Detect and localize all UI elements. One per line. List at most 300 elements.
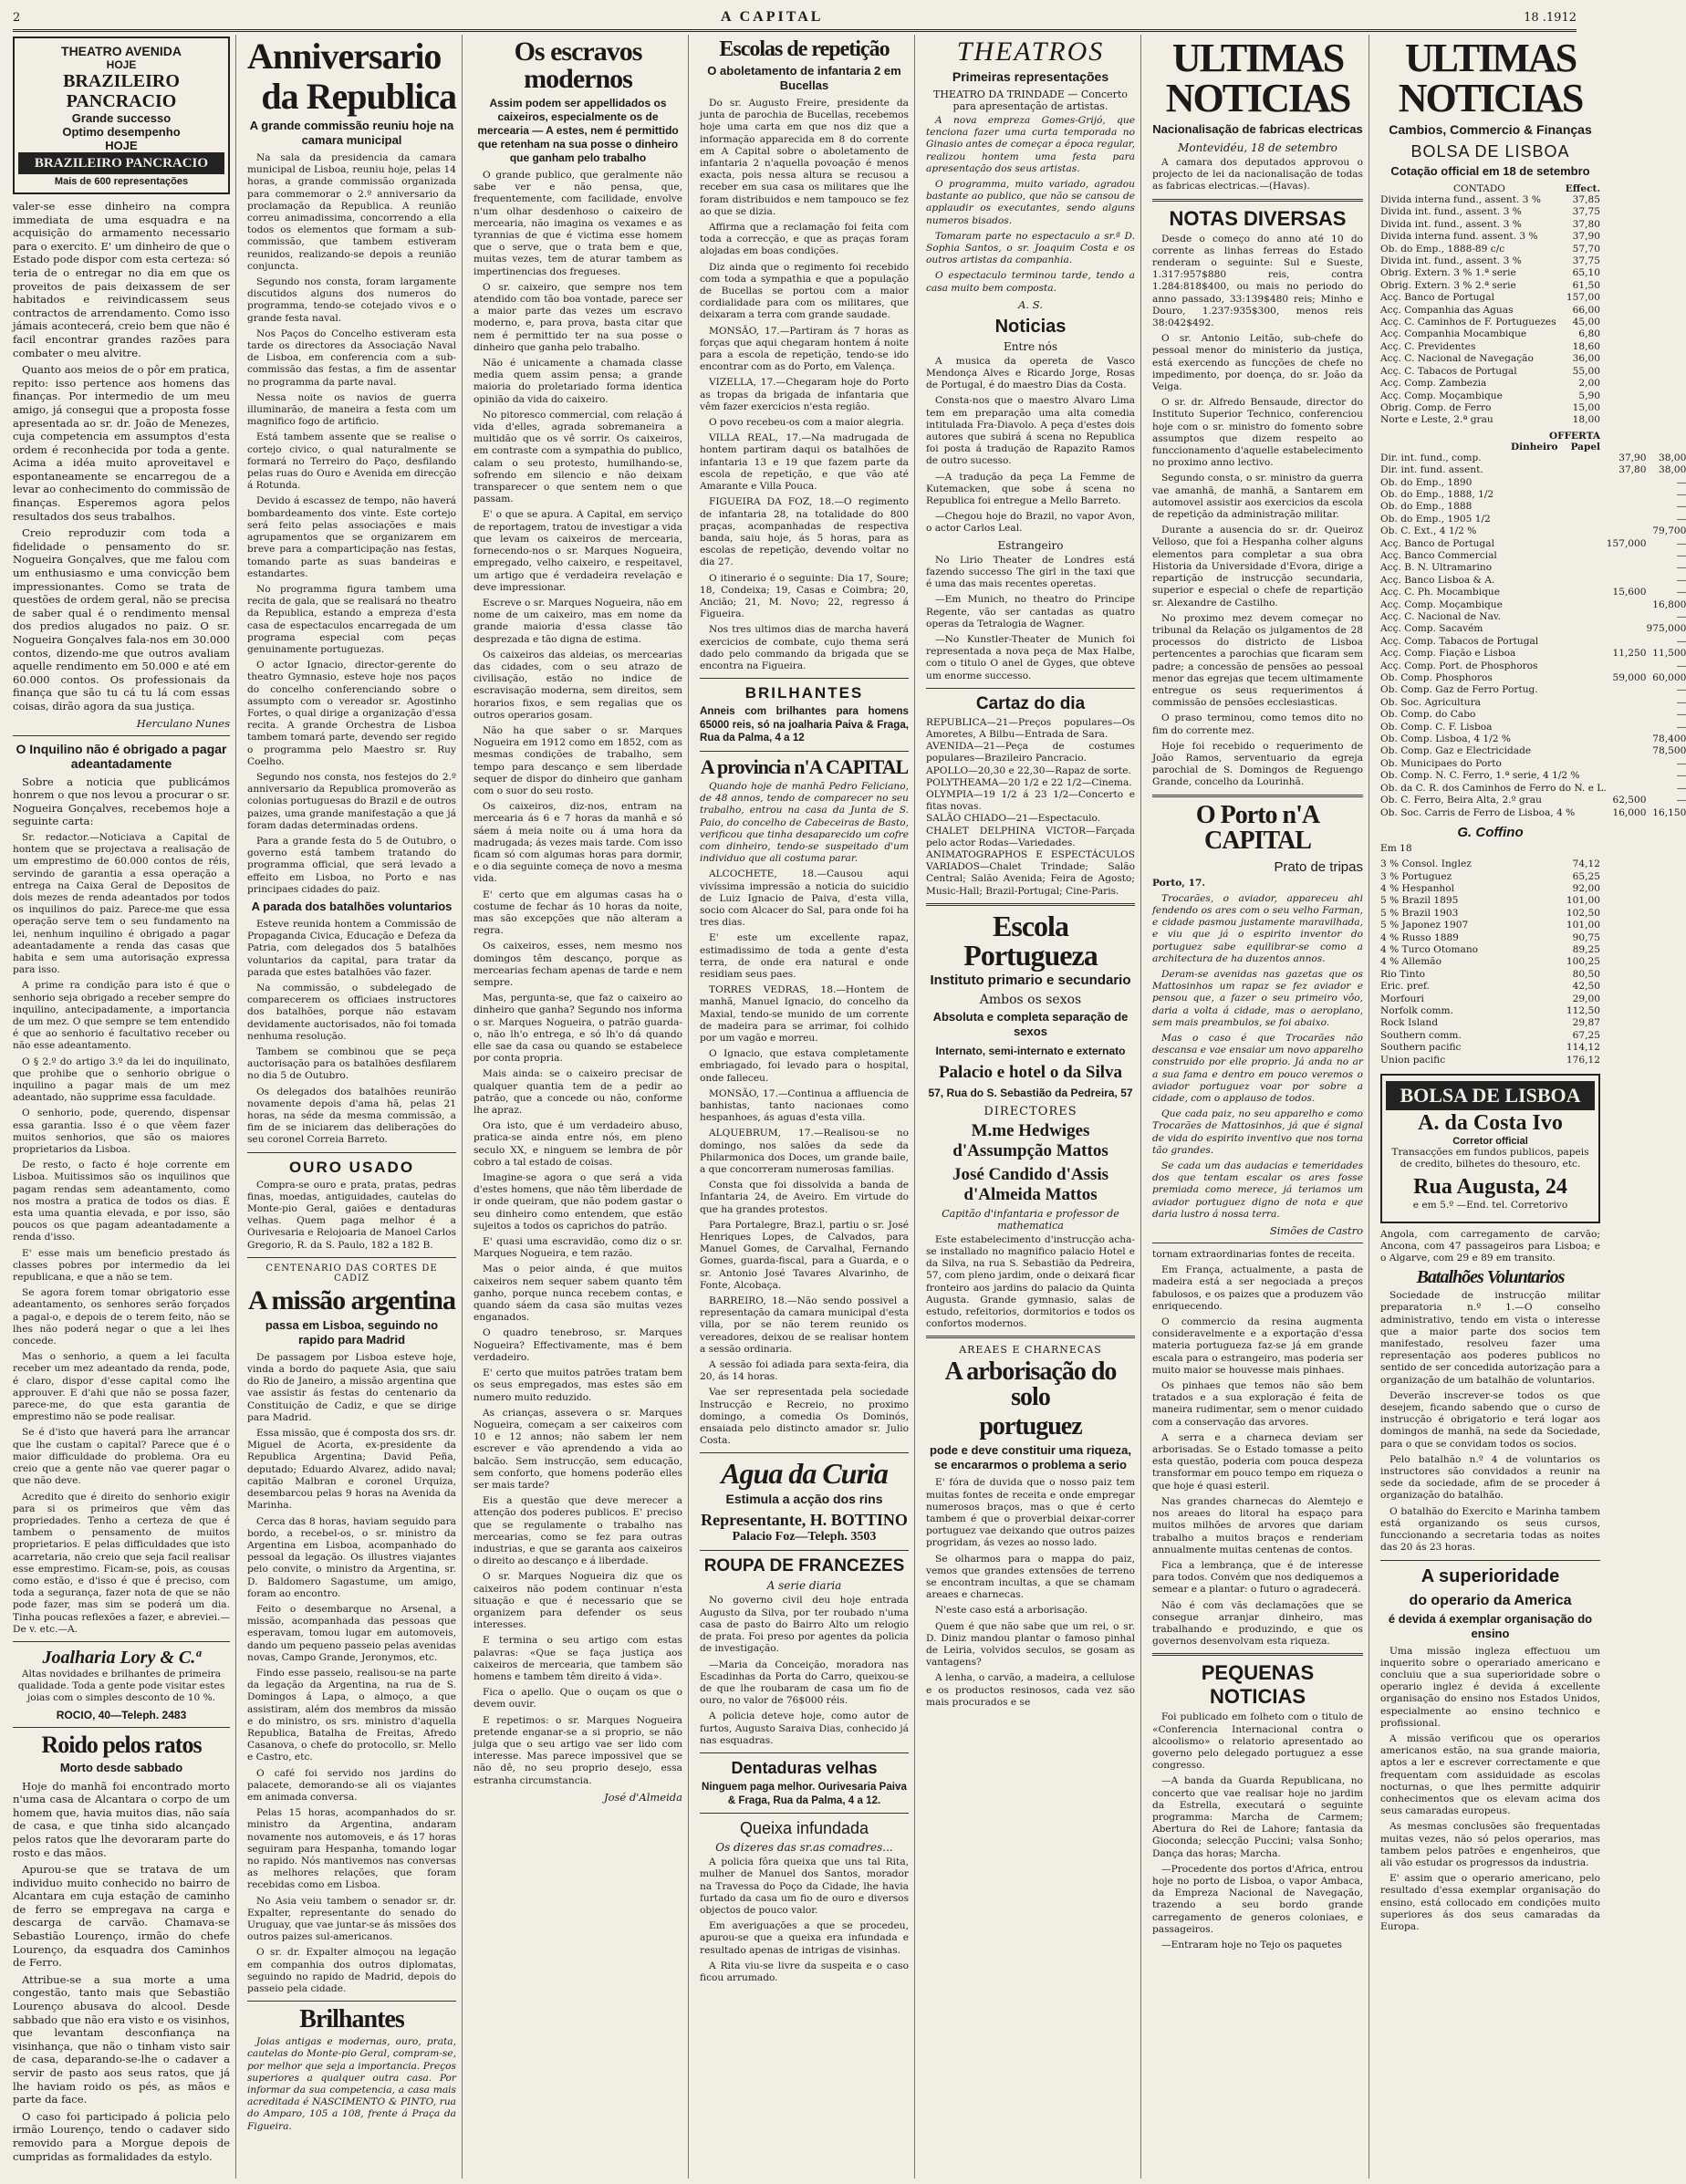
ad-line: BRAZILEIRO PANCRACIO: [63, 71, 180, 111]
paragraph: A serra e a charneca deviam ser arborisadas. Se o Estado tomasse a peito esta questão, poderia com pouca despeza transformar em pouco tempo em riqueza o que hoje é quasi esteril.: [1152, 1431, 1363, 1492]
paragraph: O batalhão do Exercito e Marinha tambem está organizando os seus cursos, funccionando a secretaria todas as noites das 20 ás 23 horas.: [1380, 1505, 1600, 1554]
table-row: [1380, 341, 1600, 353]
subheadline: A grande commissão reuniu hoje na camara municipal: [249, 119, 454, 147]
security-name: Acç. Banco de Portugal: [1380, 537, 1494, 549]
table-row: [1380, 981, 1600, 993]
paragraph: De passagem por Lisboa esteve hoje, vinda a bordo do paquete Asia, que saiu do Rio de Janeiro, a missão argentina que vae assistir ás festas do centenario da Constituição de Cadiz, e que se dirige para Madrid.: [247, 1351, 456, 1423]
security-value: [1607, 599, 1647, 611]
security-name: Ob. Comp. Phosphoros: [1380, 672, 1493, 684]
paragraph: Os delegados dos batalhões reunirão novamente depois d'ama hã, pelas 21 horas, na séde da mesma commissão, a fim de se iniciarem das deliberações do seu coronel Correia Barreto.: [247, 1086, 456, 1146]
ad-line: DIRECTORES: [984, 1104, 1077, 1118]
column-4: [700, 35, 915, 2179]
ad-text: Anneis com brilhantes para homens 65000 reis, só na joalharia Paiva & Fraga, Rua da Palma, 4 a 12: [700, 705, 909, 744]
ad-line: Joalharia Lory & C.ª: [42, 1647, 201, 1668]
label-dinheiro: Dinheiro: [1510, 441, 1558, 452]
security-value: —: [1676, 562, 1686, 574]
security-value: [1607, 611, 1647, 623]
table-row: [1380, 366, 1600, 378]
headline: PEQUENAS NOTICIAS: [1201, 1661, 1315, 1709]
paragraph: Se cada um das audacias e temeridades dos que tentam escalar os ares fosse premiada como merece, já teriamos um aviador portuguez digno de nota e que daria lustro á nossa terra.: [1152, 1160, 1363, 1220]
table-row: [1380, 807, 1686, 819]
security-value: 37,90: [1572, 231, 1600, 243]
security-name: Acç. Comp. Zambezia: [1380, 378, 1487, 390]
security-value: —: [1676, 501, 1686, 513]
headline: Brilhantes: [299, 2005, 404, 2034]
paragraph: ALQUEBRUM, 17.—Realisou-se no domingo, nos salões da sede da Philarmonica dos Doces, um grande baile, a que concorreram numerosas familias.: [700, 1128, 909, 1176]
ad-subheadline: Estimula a acção dos rins: [725, 1492, 883, 1507]
ad-line: Internato, semi-internato e externato: [935, 1044, 1126, 1057]
paragraph: No Asia veiu tambem o senador sr. dr. Expalter, representante do senado do Uruguay, que vae juntar-se ás missões dos outros paizes sul-americanos.: [247, 1895, 456, 1943]
paragraph: Está tambem assente que se realise o cortejo civico, o qual naturalmente se formará no Terreiro do Paço, desfilando pelas ruas do Ouro e Avenida em direcção á Rotunda.: [247, 432, 456, 492]
security-value: 45,00: [1572, 317, 1600, 328]
paragraph: Uma missão ingleza effectuou um inquerito sobre o operariado americano e concluiu que a sua superioridade sobre o operario inglez é devida á excellente organisação do ensino nos Estados Unidos, especialmente ao ensino technico e profissional.: [1380, 1645, 1600, 1729]
paragraph: A Rita viu-se livre da suspeita e o caso ficou arrumado.: [700, 1960, 909, 1983]
headline: Noticias: [994, 316, 1067, 337]
security-name: Norte e Leste, 2.ª grau: [1380, 414, 1493, 426]
masthead: [13, 5, 1577, 32]
security-value: [1607, 575, 1647, 587]
paragraph: Deverão inscrever-se todos os que desejem, ficando sabendo que o curso de instrucção é obrigatorio e terá logar aos domingos de manhã, na sede da Sociedade, para o que se convidam todos os socios.: [1380, 1389, 1600, 1450]
security-value: 15,00: [1572, 401, 1600, 413]
column-1: [13, 35, 236, 2179]
paragraph: Não é unicamente a chamada classe media quem assim pensa; a grande maioria do proletariado forma identica opinião da vida do caixeiro.: [474, 358, 682, 405]
ad-line: Palacio Foz—Teleph. 3503: [732, 1530, 877, 1544]
security-name: Ob. C. Ferro, Beira Alta, 2.º grau: [1380, 795, 1542, 806]
paragraph: Se agora forem tomar obrigatorio esse adeantamento, os senhores serão forçados a pagal-o, e depois de o terem feito, não se lhes não poderá negar o que a lei lhes concede.: [13, 1287, 230, 1347]
table-row: [1380, 684, 1686, 696]
paragraph: Feito o desembarque no Arsenal, a missão, acompanhada das pessoas que esperavam, tomou lugar em automoveis, dando um pequeno passeio pelas avenidas novas, Campo Grande, Jeronymos, etc.: [247, 1603, 456, 1663]
headline: O Inquilino não é obrigado a pagar adeantadamente: [16, 741, 227, 771]
security-value: [1607, 745, 1647, 757]
security-value: —: [1676, 587, 1686, 598]
paragraph: A nova empreza Gomes-Grijó, que tenciona fazer uma curta temporada no Ginasio antes de começar a época regular, realizou hontem uma festa para apresentação dos seus artistas.: [926, 115, 1135, 174]
paragraph: Tambem se combinou que se peça auctorisação para os batalhões desfilarem no dia 5 de Outubro.: [247, 1046, 456, 1082]
headline: BOLSA DE LISBOA: [1410, 142, 1570, 161]
security-value: —: [1676, 574, 1686, 586]
paragraph: ALCOCHETE, 18.—Causou aqui vivíssima impressão a noticia do suicidio de Luiz Ignacio de Paiva, d'esta villa, socio com Alcacer do Sal, para onde foi ha tres dias.: [700, 868, 909, 929]
security-name: Ob. Comp. do Cabo: [1380, 709, 1476, 721]
ad-headline: Escola Portugueza: [963, 909, 1098, 972]
security-value: —: [1676, 488, 1686, 500]
paragraph: A prime ra condição para isto é que o senhorio seja obrigado a receber sempre do inquilino, antecipadamente, a importancia de um mez. O que sempre se tem entendido é que ao senhorio é facultativo receber ou não esse adeantamento.: [13, 980, 230, 1052]
signature: Herculano Nunes: [136, 716, 230, 730]
paragraph: Acredito que é direito do senhorio exigir para si os primeiros que vêm das propriedades. Tenho a certeza de que é tambem o pensamento de muitos proprietarios. E pelas difficuldades que isto acarretaria, não creio que seja facil realisar esse emprestimo. Ficam-se, pois, as cousas como estão, e d'isso é que é preciso, com toda a segurança, fazer nota de que se não pode fazer, mas sim se poderá um dia. Tinha poucas reflexões a fazer, e abreviei.—De v. etc.—A.: [13, 1491, 230, 1635]
security-value: 42,50: [1572, 981, 1600, 993]
security-value: 65,25: [1572, 870, 1600, 882]
headline: O Porto n'A CAPITAL: [1195, 800, 1320, 855]
ad-text: Compra-se ouro e prata, pratas, pedras finas, moedas, antiguidades, cautelas do Monte-pio Geral, gaiões e dentaduras velhas. Quem paga melhor é a Ourivesaria e Relojoaria de Manoel Carlos Gregorio, R. da S. Paulo, 182 a 182 B.: [247, 1179, 456, 1251]
table-row: [1380, 611, 1686, 623]
table-row: [1380, 328, 1600, 340]
paragraph: O senhorio, pode, querendo, dispensar essa garantia. Isso é o que vêem fazer muitos senhorios, que são os maiores proprietarios da Lisboa.: [13, 1108, 230, 1156]
table-row: [1380, 194, 1600, 206]
table-row: [1380, 783, 1686, 795]
table-row: [1380, 562, 1686, 574]
paragraph: A policia fôra queixa que uns tal Rita, mulher de Manuel dos Santos, morador na Travessa do Poço da Cidade, lhe havia furtado da casa um fio de ouro e diversos objectos de pouco valor.: [700, 1856, 909, 1916]
security-name: Ob. do Emp., 1888: [1380, 501, 1473, 513]
table-row: [1380, 353, 1600, 365]
paragraph: Quem é que não sabe que um rei, o sr. D. Diniz mandou plantar o famoso pinhal de Leiria, volvidos seculos, se gosam as vantagens?: [926, 1620, 1135, 1669]
security-name: Acç. Banco Commercial: [1380, 549, 1497, 561]
security-name: Ob. Comp. Gaz e Electricidade: [1380, 745, 1532, 757]
page-number: 2: [13, 10, 21, 25]
label-papel: Papel: [1570, 441, 1600, 452]
security-value: [1607, 489, 1647, 501]
security-name: Divida int. fund., assent. 3 %: [1380, 218, 1522, 230]
security-value: —: [1676, 757, 1686, 769]
paragraph: Segundo nos consta, foram largamente discutidos alguns dos numeros do programma, tendo-se cotejado vivos e o grande festa naval.: [247, 276, 456, 324]
table-row: [1380, 244, 1600, 255]
security-value: [1607, 501, 1647, 513]
paragraph: E' esse mais um beneficio prestado ás classes pobres por intermedio da lei republicana, e que a não se tem.: [13, 1247, 230, 1284]
table-row: [1380, 255, 1600, 267]
security-value: 16,800: [1652, 598, 1686, 610]
security-value: —: [1676, 770, 1686, 782]
security-value: 5,90: [1578, 390, 1600, 401]
table-row: [1380, 587, 1686, 598]
security-value: 2,00: [1578, 378, 1600, 390]
paragraph: Desde o começo do anno até 10 do corrente as linhas ferreas do Estado renderam o seguinte: Sul e Sueste, 1.317:957$880 reis, contra 1.284:818$400, ou mais no periodo do anno passado, 33:139$480 reis; Minho e Douro, 1.237:935$300, menos reis 38:042$492.: [1152, 233, 1363, 329]
paragraph: E' certo que em algumas casas ha o costume de fechar ás 10 horas da noite, mas são excepções que não alteram a regra.: [474, 889, 682, 937]
ad-line: Capitão d'infantaria e professor de mathematica: [942, 1207, 1119, 1232]
security-value: 90,75: [1572, 931, 1600, 943]
security-name: Acç. B. N. Ultramarino: [1380, 562, 1493, 574]
headline: Anniversario: [247, 36, 442, 77]
paragraph: No proximo mez devem começar no tribunal da Relação os julgamentos de 28 processos do districto de Lisboa pertencentes a parochias que ficaram sem padre; a concessão de pensões ao pessoal menor das egrejas que tecem ultimamente entregue os seus requerimentos á commissão de pensões ecclesiasticas.: [1152, 612, 1363, 709]
security-value: [1607, 623, 1647, 635]
security-value: 102,50: [1566, 907, 1600, 919]
security-name: Obrig. Comp. de Ferro: [1380, 401, 1492, 413]
security-name: Rio Tinto: [1380, 968, 1426, 980]
paragraph: Mais ainda: se o caixeiro precisar de qualquer quantia tem de a pedir ao patrão, que a concede ou não, conforme lhe apraz.: [474, 1068, 682, 1117]
headline: da Republica: [261, 76, 456, 117]
security-value: 37,75: [1572, 255, 1600, 267]
ad-line: Absoluta e completa separação de sexos: [932, 1009, 1129, 1038]
paragraph: O § 2.º do artigo 3.º da lei do inquilinato, que prohibe que o senhorio obrigue o inquilino a pagar mais de um mez adeantado, não supprime essa faculdade.: [13, 1056, 230, 1104]
security-value: —: [1676, 782, 1686, 794]
subheadline: THEATRO DA TRINDADE — Concerto para apresentação de artistas.: [933, 88, 1128, 112]
table-row: [1380, 390, 1600, 402]
paragraph: Joias antigas e modernas, ouro, prata, cautelas do Monte-pio Geral, compram-se, por melhor que seja a importancia. Preços superiores a qualquer outra casa. Por informar da sua competencia, a casa mais acreditada é NASCIMENTO & PINTO, rua do Amparo, 105 a 108, frente á Praça da Figueira.: [247, 2036, 456, 2132]
security-name: Ob. do Emp., 1890: [1380, 476, 1473, 488]
paragraph: E termina o seu artigo com estas palavras: «Que se faça justiça aos caixeiros de mercearia, que tambem são homens e tambem têm direito á vida».: [474, 1635, 682, 1682]
paragraph: BARREIRO, 18.—Não sendo possivel a representação da camara municipal d'esta villa, por se não terem reunido os vereadores, deixou de se realisar hontem a sessão ordinaria.: [700, 1295, 909, 1355]
headline: Batalhões Voluntarios: [1416, 1267, 1565, 1288]
column-6: [1152, 35, 1369, 2179]
bolsa-ad: [1380, 1074, 1600, 1223]
security-name: Ob. do Emp., 1905 1/2: [1380, 513, 1491, 525]
headline: Cartaz do dia: [975, 693, 1086, 713]
table-row: [1380, 648, 1686, 660]
subheadline: Os dizeres das sr.as comadres...: [715, 1841, 893, 1855]
security-name: Acç. Comp. Tabacos de Portugal: [1380, 635, 1539, 647]
paragraph: O commercio da resina augmenta consideravelmente e a exportação d'essa materia portugueza faz-se já em grande escala para o estrangeiro, mas poderia ser muito maior se houvesse mais pinhaes.: [1152, 1316, 1363, 1376]
security-value: —: [1676, 709, 1686, 721]
table-row: [1380, 733, 1686, 745]
table-row: [1380, 908, 1600, 920]
ad-line: Mais de 600 representações: [54, 176, 189, 187]
subheadline: Primeiras representações: [952, 69, 1109, 84]
security-value: 78,400: [1652, 733, 1686, 745]
security-value: [1607, 783, 1647, 795]
headline: A parada dos batalhões voluntarios: [251, 899, 453, 913]
security-name: Divida interna fund. assent. 3 %: [1380, 231, 1538, 243]
subheadline: passa em Lisboa, seguindo no rapido para Madrid: [265, 1317, 439, 1347]
paragraph: Consta que foi dissolvida a banda de Infantaria 24, de Aveiro. Em virtude do que ha grandes protestos.: [700, 1180, 909, 1215]
security-name: Union pacific: [1380, 1054, 1446, 1066]
paragraph: A musica da opereta de Vasco Mendonça Alves e Ricardo Jorge, Rosas de Portugal, é do maestro Dias da Costa.: [926, 355, 1135, 391]
security-value: [1607, 733, 1647, 745]
security-value: —: [1676, 549, 1686, 561]
table-row: [1380, 993, 1600, 1005]
security-value: [1607, 636, 1647, 648]
paragraph: Escreve o sr. Marques Nogueira, não em nome de um caixeiro, mas em nome da grande maioria d'essa classe tão desprezada e tão digna de estima.: [474, 597, 683, 645]
signature: Simões de Castro: [1269, 1224, 1363, 1238]
paragraph: O actor Ignacio, director-gerente do theatro Gymnasio, esteve hoje nos paços do concelho conferenciando sobre o assumpto com o vereador sr. Agostinho Fortes, o qual dirige a organização d'essa recita. A grande Orchestra de Lisboa tambem tomará parte, devendo ser regido o programma pelo Maestro sr. Ruy Coelho.: [247, 660, 456, 767]
table-row: [1380, 464, 1686, 476]
security-name: Eric. pref.: [1380, 981, 1430, 993]
ad-line: 57, Rua do S. Sebastião da Pedreira, 57: [928, 1086, 1133, 1099]
security-name: Acç. C. Nacional de Navegação: [1380, 353, 1534, 365]
paragraph: Nessa noite os navios de guerra illuminarão, de maneira a festa com um magnifico fogo de artificio.: [247, 391, 456, 428]
table-row: [1380, 575, 1686, 587]
paragraph: E repetimos: o sr. Marques Nogueira pretende enganar-se a si proprio, se não julga que o seu artigo vae ser lido com interesse. Mas parece impossivel que se não dê, no seu proprio desejo, essa estranha circumstancia.: [474, 1714, 682, 1786]
theatro-avenida-ad: [13, 36, 230, 194]
paragraph: Sociedade de instrucção militar preparatoria n.º 1.—O conselho administrativo, tendo em vista o interesse que a maior parte dos socios tem manifestado, resolveu fazer uma representação aos poderes publicos no sentido de ser concedida autorização para a organização de um batalhão de voluntarios.: [1380, 1290, 1600, 1386]
security-name: Acç. Companhia das Aguas: [1380, 304, 1514, 316]
paragraph: As crianças, assevera o sr. Marques Nogueira, começam a ser caixeiros com 10 e 12 annos; não sabem ler nem escrever e vão aprendendo a vida ao balcão. Sem instrucção, sem educação, sem conforto, que homens poderão elles ser mais tarde?: [474, 1407, 682, 1491]
security-value: [1607, 770, 1647, 782]
table-row: [1380, 1055, 1600, 1066]
subheadline: é devida á exemplar organisação do ensino: [1388, 1611, 1593, 1640]
subheadline: Entre nós: [1003, 339, 1058, 353]
security-name: 4 % Turco Otomano: [1380, 943, 1479, 955]
security-value: 66,00: [1572, 304, 1600, 316]
paragraph: Trocarães, o aviador, appareceu ahi fendendo os ares com o seu velho Farman, e cidade pasmou justamente maravilhada, e viu que já o espirito inventor do portuguez sabe equilibrar-se como a architectura de ha duzentos annos.: [1152, 892, 1363, 964]
security-name: Ob. da C. R. dos Caminhos de Ferro do N. e L.: [1380, 782, 1607, 794]
security-value: [1607, 709, 1647, 721]
paragraph: E' este um excellente rapaz, estimadissimo de toda a gente d'esta terra, de onde era natural e onde residiam seus paes.: [700, 932, 909, 980]
security-name: Dir. int. fund. assent.: [1380, 464, 1483, 476]
paragraph: E' o que se apura. A Capital, em serviço de reportagem, tratou de investigar a vida que levam os caixeiros de mercearia, fornecendo-nos o sr. Marques Nogueira, empregado, velho caixeiro, e respeitavel, um artigo que é verdadeira revelação e deve impressionar.: [474, 509, 682, 593]
paragraph: TORRES VEDRAS, 18.—Hontem de manhã, Manuel Ignacio, do concelho da Maxial, tendo-se munido de um corrente de madeira para se arrimar, foi colhido por um vagão e morreu.: [700, 984, 909, 1044]
security-value: 57,70: [1572, 243, 1600, 255]
table-row: [1380, 758, 1686, 770]
ad-heading: Dentaduras velhas: [731, 1758, 878, 1777]
security-name: Ob. Comp. Lisboa, 4 1/2 %: [1380, 733, 1511, 745]
paragraph: Segundo nos consta, nos festejos do 2.º anniversario da Republica promoverão as colonias portuguesas do Brazil e de outros paizes, uma grande manifestação a que já foram dadas determinadas ordens.: [247, 771, 456, 831]
subheadline: A serie diaria: [766, 1579, 842, 1593]
label-effect: Effect.: [1565, 183, 1600, 194]
security-name: Ob. Comp. C. F. Lisboa: [1380, 721, 1493, 733]
security-value: 61,50: [1572, 279, 1600, 291]
paragraph: Quando hoje de manhã Pedro Feliciano, de 48 annos, tendo de comparecer no seu trabalho, entrou na casa da Junta de S. Paio, do concelho de Cabeceiras de Basto, verificou que tinha desaparecido um cofre com dinheiro, tendo-se suspeitado d'um individuo que ali costuma parar.: [700, 780, 909, 865]
paragraph: Do sr. Augusto Freire, presidente da junta de parochia de Bucellas, recebemos hoje uma carta em que nos diz que a informação apparecida em 8 do corrente em A Capital sobre o aboletamento de infantaria 2 n'aquella povoação é menos exacta, pois nessa altura se recusou a receber em sua casa os militares que lhe foram distribuidos e nem tampouco se fez ao que se dizia.: [700, 98, 909, 217]
paragraph: Vae ser representada pela sociedade Instrucção e Recreio, no proximo domingo, a comedia Os Dominós, ensaiada pelo distincto amador sr. Julio Costa.: [700, 1387, 909, 1447]
headline: do operario da America: [1409, 1592, 1572, 1608]
label-offerta: OFFERTA: [1549, 430, 1600, 442]
headline: Roido pelos ratos: [41, 1731, 202, 1758]
table-row: [1380, 414, 1600, 426]
ad-line: Optimo desempenho: [62, 125, 181, 139]
security-name: 4 % Russo 1889: [1380, 931, 1459, 943]
paragraph: VILLA REAL, 17.—Na madrugada de hontem partiram daqui os batalhões de infantaria 13 e 19 que fazem parte da escola de repetição, e que vão até Amarante e Villa Pouca.: [700, 432, 909, 493]
ad-line: Transacções em fundos publicos, papeis de credito, bilhetes do thesouro, etc.: [1391, 1147, 1589, 1170]
table-row: [1380, 477, 1686, 489]
paragraph: No Lirio Theater de Londres está fazendo successo The girl in the taxi que é uma das mais recentes operetas.: [926, 554, 1135, 590]
paragraph: A policia deteve hoje, como autor de furtos, Augusto Saraiva Dias, conhecido já nas esquadras.: [700, 1711, 909, 1746]
section-label: CENTENARIO DAS CORTES DE CADIZ: [265, 1263, 438, 1284]
security-value: 78,500: [1652, 745, 1686, 757]
table-row: [1380, 402, 1600, 414]
paragraph: O sr. Antonio Leitão, sub-chefe do pessoal menor do ministerio da justiça, está exercendo as funcções de chefe no impedimento, por doença, do sr. João da Veiga.: [1152, 333, 1363, 393]
security-value: 38,00: [1659, 464, 1686, 476]
table-row: [1380, 956, 1600, 968]
security-value: —: [1676, 476, 1686, 488]
ad-line: ROCIO, 40—Teleph. 2483: [56, 1708, 187, 1721]
headline: NOTAS DIVERSAS: [1169, 206, 1347, 230]
paragraph: Para a grande festa do 5 de Outubro, o governo está tambem tratando do programma official, que será levado a effeito em Lisboa, no Porto e nas principaes cidades do paiz.: [247, 835, 456, 895]
paragraph: Sr. redactor.—Noticiava a Capital de hontem que se projectava a realisação de um emprestimo de 60.000 contos de réis, servindo de garantia a essa operação a entrega na Caixa Geral de Depositos de dois mezes de renda adeantados por todos os inquilinos do paiz. Parece-me que essa operação serve tem o seu fundamento na lei, nenhum inquilino é obrigado a pagar adeantadamente a renda das casas que habita e sem uma autorisação expressa para isso.: [13, 831, 230, 976]
table-row: [1380, 920, 1600, 931]
paragraph: Que cada paiz, no seu apparelho e como Trocarães de Mattosinhos, já que é signal de vida do espirito inventivo que nos torna tão grandes.: [1152, 1108, 1363, 1156]
table-row: [1380, 709, 1686, 721]
ad-heading: OURO USADO: [288, 1158, 415, 1176]
paragraph: VIZELLA, 17.—Chegaram hoje do Porto as tropas da brigada de infantaria que vêm fazer exercicios n'esta região.: [700, 377, 909, 412]
paragraph: Na commissão, o subdelegado de comparecerem os officiaes instructores dos batalhões, porque não estavam devidamente auctorisados, não foi tomada nenhuma resolução.: [247, 983, 456, 1042]
security-value: 114,12: [1566, 1042, 1600, 1054]
table-row: [1380, 231, 1600, 243]
subheadline: Estrangeiro: [997, 538, 1064, 552]
paragraph: E' certo que muitos patrões tratam bem os seus empregados, mas estes são em numero muito reduzido.: [474, 1368, 682, 1403]
security-value: [1607, 525, 1647, 537]
security-name: Acç. C. Ph. Mocambique: [1380, 587, 1500, 598]
paragraph: Quanto aos meios de o pôr em pratica, repito: isso pertence aos homens das finanças. Por intermedio de um meu amigo, já consegui que a proposta fosse apresentada ao sr. dr. João de Menezes, cuja competencia em assumptos d'esta ordem é reconhecida por toda a gente. Acima a idéa muito aproveitavel e espontaneamente se encarregou de a levar ao conhecimento do commissão de finanças. Esperemos agora pelos resultados dos seus trabalhos.: [13, 363, 230, 523]
ad-line: Palacio e hotel o da Silva: [938, 1062, 1123, 1082]
security-value: [1607, 722, 1647, 733]
paragraph: Foi publicado em folheto com o titulo de «Conferencia Internacional contra o alcoolismo» o relatorio apresentado ao governo pelo delegado portuguez a esse congresso.: [1152, 1711, 1363, 1772]
section-title: ULTIMAS NOTICIAS: [1165, 36, 1350, 120]
paragraph: Fica a lembrança, que é de interesse para todos. Convém que nos dediquemos a semear e a plantar: o futuro o agradecerá.: [1152, 1559, 1363, 1596]
ad-line: M.me Hedwiges d'Assumpção Mattos: [952, 1120, 1108, 1160]
security-value: 101,00: [1566, 920, 1600, 931]
security-value: [1607, 758, 1647, 770]
paragraph: Mas, pergunta-se, que faz o caixeiro ao dinheiro que ganha? Segundo nos informa o sr. Marques Nogueira, o patrão guarda-o, não lh'o entrega, e só lh'o dá quando elle sae da casa ou quando se estabelece por conta propria.: [474, 993, 682, 1065]
ad-heading: BRILHANTES: [744, 684, 864, 702]
table-row: [1380, 292, 1600, 304]
paragraph: Pelas 15 horas, acompanhados do sr. ministro da Argentina, andaram novamente nos automoveis, e ás 17 horas seguiram para Hespanha, tomando logar no rapido. Nós mantivemos nas conversas as melhores relações, que foram recebidas como em Lisboa.: [247, 1807, 456, 1891]
subheadline: Morto desde sabbado: [59, 1760, 183, 1774]
ad-line: Grande successo: [71, 111, 172, 125]
ad-line: Instituto primario e secundario: [930, 972, 1131, 988]
table-row: [1380, 538, 1686, 550]
paragraph: Deram-se avenidas nas gazetas que os Mattosinhos um rapaz se fez aviador e pensou que, a fazer o seu primeiro vôo, daria a volta á cidade, mas o aeroplano, sem mais preambulos, se foi abaixo.: [1152, 968, 1363, 1028]
security-value: —: [1676, 684, 1686, 696]
paragraph: Apurou-se que se tratava de um individuo muito conhecido no bairro de Alcantara em cuja estação de caminho de ferro se empregava na carga e descarga de carvão. Chamava-se Sebastião Lourenço, irmão do chefe Lourenço, da esquadra dos Caminhos de Ferro.: [13, 1863, 230, 1970]
table-row: [1380, 871, 1600, 883]
paragraph: Os pinhaes que temos não são bem tratados e a sua exploração é feita de maneira rudimentar, sem o menor cuidado com a conservação das arvores.: [1152, 1380, 1363, 1428]
paragraph: O espectaculo terminou tarde, tendo a casa muito bem composta.: [926, 270, 1135, 294]
security-value: —: [1676, 696, 1686, 708]
security-name: 5 % Brazil 1903: [1380, 907, 1459, 919]
dateline: Montevidéu, 18 de setembro: [1178, 141, 1337, 154]
security-name: 4 % Allemão: [1380, 956, 1441, 968]
paragraph: O itinerario é o seguinte: Dia 17, Soure; 18, Condeixa; 19, Casas e Coimbra; 20, Ancião; 21, M. Novo; 22, regresso á Figueira.: [700, 572, 909, 620]
paragraph: Hoje foi recebido o requerimento de João Ramos, serventuario da egreja parochial de S. Domingos de Reguengo Grande, concelho da Lourinhã.: [1152, 740, 1363, 788]
paragraph: Eis a questão que deve merecer a attenção dos poderes publicos. E' preciso que se regulamente o trabalho nas mercearias, como se fez para outras industrias, e que se garanta aos caixeiros o direito ao descanço e á liberdade.: [474, 1495, 682, 1567]
security-value: 36,00: [1572, 353, 1600, 365]
paragraph: Devido á escassez de tempo, não haverá bombardeamento dos vinte. Este cortejo será feito pelas associações e mais agrupamentos que se organizarem em breve para a comparticipação nas festas, tomando parte as suas bandeiras e estandartes.: [247, 495, 456, 579]
paragraph: Não é com vãs declamações que se consegue arranjar dinheiro, mas trabalhando e produzindo, e que os governos desenvolvam esta riqueza.: [1152, 1599, 1363, 1648]
paragraph: —A banda da Guarda Republicana, no concerto que vae realisar hoje no jardim da Estrella, executará o seguinte programma: Marcha de Carmem; Abertura do Rei de Lahore; fantasia da Gioconda; selecção Puccini; valsa Sonho; Dança das horas; Marcha.: [1152, 1775, 1363, 1859]
table-row: [1380, 944, 1600, 956]
paragraph: O sr. caixeiro, que sempre nos tem atendido com tão boa vontade, parece ser a maior parte das vezes um escravo moderno, e, para prova, basta citar que nem é permittido ter na sua posse o dinheiro que ganha pelo trabalho.: [474, 281, 682, 353]
paragraph: Segundo consta, o sr. ministro da guerra vae amanhã, de manhã, a Santarem em automovel assistir aos exercicios da escola de repetição da administração militar.: [1152, 473, 1363, 521]
paragraph: FIGUEIRA DA FOZ, 18.—O regimento de infantaria 28, na totalidade do 800 praças, acompanhadas de respectiva banda, saiu hoje, ás 5 horas, para as escolas de repetição, devendo voltar no dia 27.: [700, 496, 909, 568]
section-label: AREAES E CHARNECAS: [959, 1344, 1102, 1357]
security-value: 157,00: [1566, 292, 1600, 304]
paragraph: O café foi servido nos jardins do palacete, demorando-se ali os viajantes em animada conversa.: [247, 1767, 456, 1803]
paragraph: Affirma que a reclamação foi feita com toda a correcção, e que as praças foram alojadas em boas condições.: [700, 222, 909, 257]
security-value: 15,600: [1612, 587, 1647, 598]
paragraph: Mas o caso é que Trocarães não descansa e vae ensaiar um novo apparelho construido por elle proprio. Já anda no ar a sua fama e dentro em pouco veremos o aviador portuguez voar por sobre a cidade, com o applauso de todos.: [1152, 1032, 1363, 1104]
ad-line: HOJE: [106, 58, 137, 71]
table-row: [1380, 745, 1686, 757]
paragraph: Tomaram parte no espectaculo a sr.ª D. Sophia Santos, o sr. Joaquim Costa e os outros artistas da companhia.: [926, 230, 1135, 266]
paragraph: Sobre a noticia que publicámos honrem o que nos levou a procurar o sr. Nogueira Gonçalves, recebemos hoje a seguinte carta:: [13, 775, 230, 828]
security-name: Obrig. Extern. 3 % 1.ª serie: [1380, 267, 1516, 279]
security-value: 89,25: [1572, 943, 1600, 955]
paragraph: —Entraram hoje no Tejo os paquetes: [1161, 1939, 1342, 1950]
table-row: [1380, 660, 1686, 672]
security-name: Ob. do Emp., 1888-89 c/c: [1380, 243, 1505, 255]
label-contado: CONTADO: [1453, 183, 1505, 194]
ad-text: Ninguem paga melhor. Ourivesaria Paiva & Fraga, Rua da Palma, 4 a 12.: [702, 1780, 907, 1806]
security-value: 55,00: [1572, 365, 1600, 377]
paragraph: Os caixeiros, esses, nem mesmo nos domingos têm descanço, porque as mercearias fecham apenas de tarde e nem sempre.: [474, 941, 682, 988]
paragraph: tornam extraordinarias fontes de receita.: [1152, 1249, 1356, 1261]
headline: A superioridade: [1421, 1565, 1560, 1586]
security-value: 16,150: [1652, 806, 1686, 818]
paragraph: O praso terminou, como temos dito no fim do corrente mez.: [1152, 712, 1363, 736]
table-row: [1380, 599, 1686, 611]
theatre-listings: REPUBLICA—21—Preços populares—Os Amoretes, A Bilbu—Entrada de Sara. AVENIDA—21—Peça de costumes populares—Brazileiro Pancracio. APOLLO—20,30 e 22,30—Rapaz de sorte. POLYTHEAMA—20 1/2 e 22 1/2—Cinema. OLYMPIA—19 1/2 á 23 1/2—Concerto e fitas novas. SALÃO CHIADO—21—Espectaculo. CHALET DELPHINA VICTOR—Farçada pelo actor Rodas—Variedades. ANIMATOGRAPHOS E ESPECTÁCULOS VARIADOS—Chalet Trindade; Salão Central; Salão Avenida; Feira de Agosto; Music-Hall; Brazil-Portugal; Cine-Paris.: [926, 716, 1135, 897]
paragraph: O povo recebeu-os com a maior alegria.: [709, 417, 904, 429]
paragraph: Nos tres ultimos dias de marcha haverá exercicios de combate, cujo thema será dado pelo commando da brigada que se encontra na Figueira.: [700, 624, 909, 671]
paragraph: Nas grandes charnecas do Alemtejo e nos areaes do litoral ha espaço para muitos milhões de arvores que dariam trabalho a muitos braços e renderiam annualmente muitas centenas de contos.: [1152, 1495, 1363, 1555]
paragraph: O grande publico, que geralmente não sabe ver e não pensa, que, frequentemente, com facilidade, envolve n'um olhar desdenhoso o caixeiro de mercearia, não imagina os vexames e as tyrannias de que é victima esse homem que o serve, que o trata bem e que, muitas vezes, tem de aturar tambem as impertinencias dos fregueses.: [474, 170, 682, 277]
security-value: 59,000: [1612, 672, 1647, 684]
security-value: 16,000: [1612, 806, 1647, 818]
ad-line: BRAZILEIRO PANCRACIO: [18, 152, 224, 174]
security-name: Acç. C. Tabacos de Portugal: [1380, 365, 1517, 377]
paragraph: Para Portalegre, Braz.l, partiu o sr. José Henriques Lopes, de Calvados, para Manuel Gomes, de Carvalhal, Fernando Gomes, guarda-fiscal, para a Guarda, e o sr. Antonio José Tavares Alvarinho, de Fonte, Alcobaça.: [700, 1219, 909, 1291]
table-row: [1380, 623, 1686, 635]
paragraph: valer-se esse dinheiro na compra immediata de uma esquadra e na acquisição do armamento necessario para o exercito. E' um dinheiro de que o Estado pode dispor com esta certeza: só teria de o entregar no dia em que os proveitos de pais deixassem de ser habitados e reivindicassem seus contractos de arrendamento. Como isso jámais acontecerá, creio bem que não é facil encontrar grandes razões para combater o meu alvitre.: [13, 200, 230, 359]
security-value: 60,000: [1652, 672, 1686, 684]
paragraph: —Maria da Conceição, moradora nas Escadinhas da Porta do Carro, queixou-se de que lhe roubaram de casa um fio de ouro, no valor de 76$000 réis.: [700, 1659, 909, 1707]
table-row: [1380, 722, 1686, 733]
security-value: 65,10: [1572, 267, 1600, 279]
table-row: [1380, 1042, 1600, 1054]
paragraph: Angola, com carregamento de carvão; Ancona, com 47 passageiros para Lisboa; e o Algarve, com 29 e 89 em transito.: [1380, 1228, 1600, 1264]
paragraph: Mas o peior ainda, é que muitos caixeiros nem sequer sabem quanto têm ganho, porque nunca recebem contas, e quando sáem da casa são muitas vezes enganados.: [474, 1264, 682, 1324]
table-row: [1380, 206, 1600, 218]
signature: José d'Almeida: [603, 1790, 682, 1804]
paragraph: —Em Munich, no theatro do Principe Regente, vão ser cantadas as quatro operas da Tetralogia de Wagner.: [926, 594, 1135, 629]
paragraph: MONSÃO, 17.—Continua a affluencia de banhistas, tanto nacionaes como hespanhoes, ás aguas d'esta villa.: [700, 1087, 909, 1124]
paragraph: —No Kunstler-Theater de Munich foi representada a nova peça de Max Halbe, com o titulo O anel de Gyges, que obteve um enorme successo.: [926, 633, 1135, 681]
